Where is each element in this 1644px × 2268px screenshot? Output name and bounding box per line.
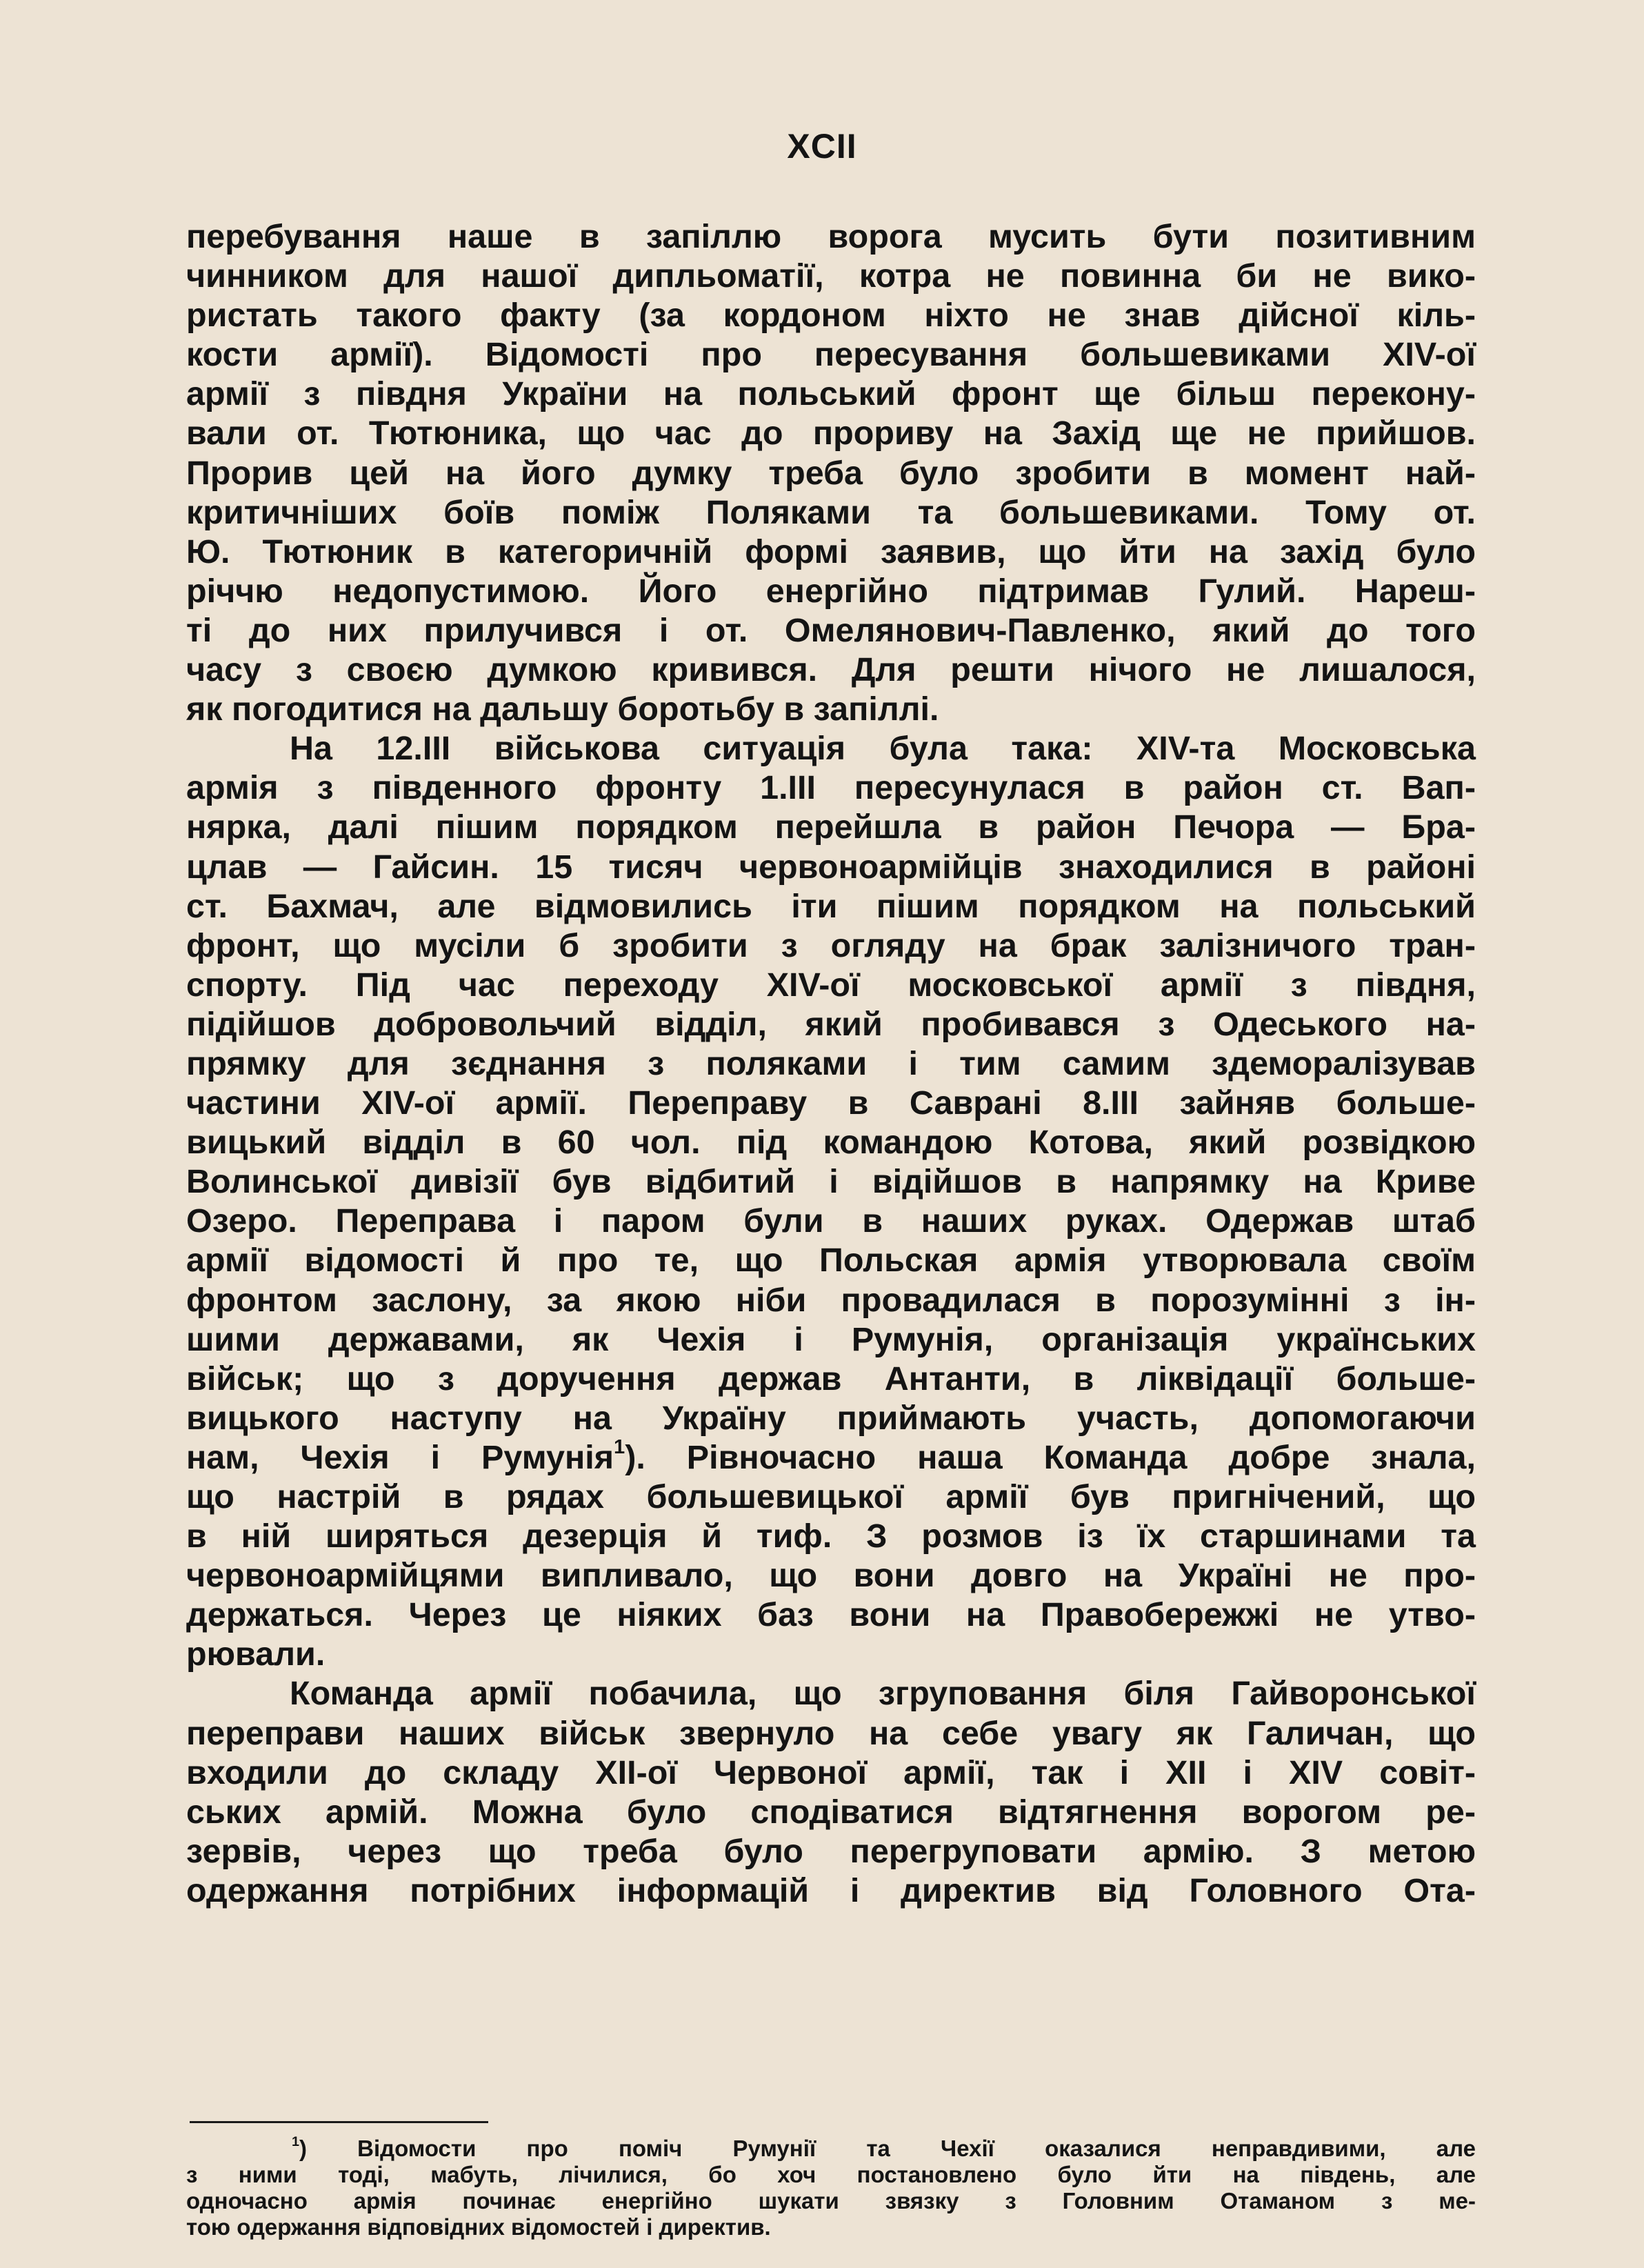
footnote — [186, 2136, 1476, 2240]
text-line: в ній ширяться дезерція й тиф. З розмов із їх старшинами та — [186, 1518, 1476, 1555]
text-line: Ю. Тютюник в категоричній формі заявив, що йти на захід було — [186, 533, 1476, 570]
text-line: кости армії). Відомості про пересування большевиками XIV-ої — [186, 336, 1476, 374]
text-line: Волинської дивізії був відбитий і відійшов в напрямку на Криве — [186, 1163, 1476, 1201]
text-line-with-footnote — [186, 1438, 1476, 1478]
text-line: ст. Бахмач, але відмовились іти пішим порядком на польський — [186, 887, 1476, 925]
text-line: спорту. Під час переходу XIV-ої московської армії з півдня, — [186, 966, 1476, 1004]
text-line: частини XIV-ої армії. Переправу в Саврані 8.III зайняв больше- — [186, 1084, 1476, 1122]
page-number: XCII — [787, 127, 857, 166]
text-line: чинником для нашої дипльоматії, котра не повинна би не вико- — [186, 257, 1476, 295]
text-line: зервів, через що треба було перегруповати армію. З метою — [186, 1832, 1476, 1870]
text-line: що настрій в рядах большевицької армії був пригнічений, що — [186, 1478, 1476, 1515]
text-line: одержання потрібних інформацій і директив від Головного Ота- — [186, 1871, 1476, 1909]
text-line: На 12.III військова ситуація була така: XIV-та Московська — [290, 730, 1476, 768]
text-line: перебування наше в запіллю ворога мусить бути позитивним — [186, 218, 1476, 255]
text-line: червоноармійцями випливало, що вони довго на Україні не про- — [186, 1557, 1476, 1595]
text-line: критичніших боїв поміж Поляками та большевиками. Тому от. — [186, 493, 1476, 531]
text-line: військ; що з доручення держав Антанти, в ліквідації больше- — [186, 1360, 1476, 1397]
text-line: річчю недопустимою. Його енергійно підтримав Гулий. Нареш- — [186, 572, 1476, 610]
text-line: Прорив цей на його думку треба було зробити в момент най- — [186, 454, 1476, 492]
text-line: прямку для зєднання з поляками і тим самим здеморалізував — [186, 1044, 1476, 1082]
text-line: Команда армії побачила, що згруповання біля Гайворонської — [290, 1675, 1476, 1713]
text-line: як погодитися на дальшу боротьбу в запіллі. — [186, 690, 939, 728]
text-line: нярка, далі пішим порядком перейшла в район Печора — Бра- — [186, 808, 1476, 846]
text-line: армії відомості й про те, що Польская армія утворювала своїм — [186, 1242, 1476, 1280]
text-segment: нам, Чехія і Румунія — [186, 1438, 614, 1476]
text-line: шими державами, як Чехія і Румунія, організація українських — [186, 1320, 1476, 1358]
text-line: цлав — Гайсин. 15 тисяч червоноармійців знаходилися в районі — [186, 848, 1476, 886]
text-line: ристать такого факту (за кордоном ніхто не знав дійсної кіль- — [186, 297, 1476, 335]
footnote-line: одночасно армія починає енергійно шукати звязку з Головним Отаманом з ме- — [186, 2188, 1476, 2214]
footnote-line: з ними тоді, мабуть, лічилися, бо хоч постановлено було йти на південь, але — [186, 2162, 1476, 2187]
text-line: Озеро. Переправа і паром були в наших руках. Одержав штаб — [186, 1202, 1476, 1240]
paragraph-1 — [186, 217, 1476, 1911]
text-line: переправи наших військ звернуло на себе увагу як Галичан, що — [186, 1714, 1476, 1752]
text-line: рювали. — [186, 1635, 325, 1673]
footnote-line — [186, 2136, 1476, 2162]
text-line: держаться. Через це ніяких баз вони на Правобережжі не утво- — [186, 1596, 1476, 1634]
footnote-reference: 1 — [614, 1436, 625, 1459]
text-line: фронт, що мусіли б зробити з огляду на брак залізничого тран- — [186, 926, 1476, 964]
text-line: фронтом заслону, за якою ніби провадилася в порозумінні з ін- — [186, 1281, 1476, 1319]
text-line: підійшов добровольчий відділ, який пробивався з Одеського на- — [186, 1005, 1476, 1043]
footnote-line: тою одержання відповідних відомостей і директив. — [186, 2214, 771, 2240]
footnote-marker: 1 — [292, 2134, 300, 2150]
text-line: ті до них прилучився і от. Омелянович-Павленко, який до того — [186, 611, 1476, 649]
text-segment: ) Відомости про поміч Румунії та Чехії оказалися неправдивими, але — [299, 2136, 1476, 2161]
text-line: армії з півдня України на польський фронт ще більш перекону- — [186, 375, 1476, 413]
text-line: входили до складу XII-ої Червоної армії, так і XII і XIV совіт- — [186, 1753, 1476, 1791]
text-line: ських армій. Можна було сподіватися відтягнення ворогом ре- — [186, 1793, 1476, 1831]
text-line: часу з своєю думкою кривився. Для решти нічого не лишалося, — [186, 651, 1476, 689]
text-line: вицький відділ в 60 чол. під командою Котова, який розвідкою — [186, 1124, 1476, 1162]
text-line: вицького наступу на Україну приймають участь, допомогаючи — [186, 1399, 1476, 1437]
text-line: армія з південного фронту 1.III пересунулася в район ст. Вап- — [186, 769, 1476, 807]
text-line: вали от. Тютюника, що час до прориву на Захід ще не прийшов. — [186, 415, 1476, 452]
footnote-divider — [190, 2121, 488, 2123]
text-segment: ). Рівночасно наша Команда добре знала, — [625, 1438, 1476, 1476]
